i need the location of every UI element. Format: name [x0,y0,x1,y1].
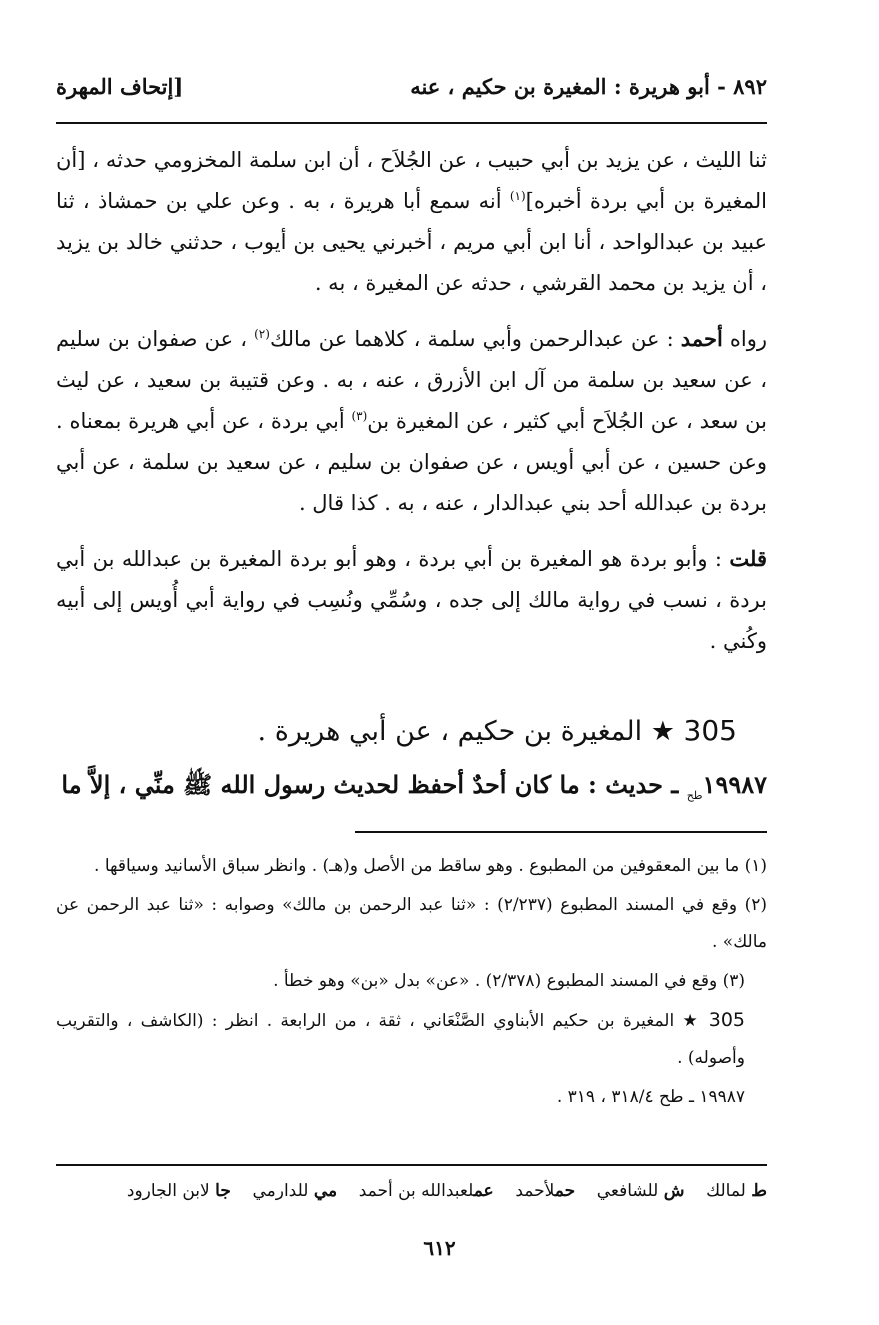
footnotes [56,848,767,1118]
abbreviation-rule [56,1164,767,1166]
footnote-3: (٣) وقع في المسند المطبوع (٢/٣٧٨) . «عن» بدل «بن» وهو خطأ . [273,971,745,991]
star-icon: ★ [682,1011,701,1031]
paragraph-qultu [56,538,767,662]
abbreviation-label: لأحمد [515,1181,555,1201]
source-marker: طح [686,788,703,802]
main-text [56,140,767,676]
abbreviation-item [252,1181,337,1201]
bold-label: قلت [729,546,767,571]
abbreviation-item [359,1181,494,1201]
abbreviation-item [127,1181,231,1201]
abbreviation-label: للشافعي [596,1181,664,1201]
hadith-text: ـ حديث : ما كان أحدٌ أحفظ لحديث رسول الله ﷺ منِّي ، إلاَّ ما [61,770,687,799]
paragraph-text: أبي بردة ، عن أبي هريرة بمعناه . وعن حسين ، عن أبي أويس ، عن صفوان بن سليم ، عن سعيد بن سلمة ، عن أبي بردة بن عبدالله أحد بني عبدالدار ، عنه ، به . كذا قال . [56,409,767,515]
abbreviation-code: ش [663,1181,685,1201]
paragraph-isnad [56,140,767,304]
page-number: ٦١٢ [423,1236,456,1260]
abbreviation-code: حم [554,1181,576,1201]
footnote-narrator [56,1002,767,1077]
narrator-number: 305 [683,714,737,747]
abbreviation-code: ط [751,1181,767,1201]
bold-name: أحمد [680,326,723,351]
paragraph-text: : عن عبدالرحمن وأبي سلمة ، كلاهما عن مالك [269,327,681,351]
footnote-ref: (٣) [351,409,368,423]
abbreviation-label: لعبدالله بن أحمد [358,1181,474,1201]
paragraph-text: أنه سمع أبا هريرة ، به . وعن علي بن حمشاذ ، ثنا عبيد بن عبدالواحد ، أنا ابن أبي مريم ، أخبرني يحيى بن أيوب ، حدثني خالد بن يزيد ، أن يزيد بن محمد القرشي ، حدثه عن المغيرة ، به . [56,189,767,295]
abbreviation-item [515,1181,575,1201]
star-icon: ★ [650,716,675,747]
abbreviation-label: لمالك [706,1181,752,1201]
paragraph-text: رواه [722,327,768,351]
footnote-hadith-source: ١٩٩٨٧ ـ طح ٣١٨/٤ ، ٣١٩ . [556,1087,745,1107]
footnote-rule [355,831,767,833]
footnote-1: (١) ما بين المعقوفين من المطبوع . وهو ساقط من الأصل و(هـ) . وانظر سباق الأسانيد وسياقها . [94,856,767,876]
running-header-book: [إتحاف المهرة [56,74,184,99]
hadith-number: ١٩٩٨٧ [702,770,767,799]
abbreviation-key [56,1181,767,1201]
abbreviation-code: جا [215,1181,231,1201]
paragraph-text: ثنا الليث ، عن يزيد بن أبي حبيب ، عن الجُلاَح ، أن ابن سلمة المخزومي حدثه ، [أن المغيرة بن أبي بردة أخبره] [56,148,767,213]
footnote-2: (٢) وقع في المسند المطبوع (٢/٢٣٧) : «ثنا عبد الرحمن بن مالك» وصوابه : «ثنا عبد الرحمن عن مالك» . [56,895,767,952]
paragraph-text: ، عن صفوان بن سليم ، عن سعيد بن سلمة من آل ابن الأزرق ، عنه ، به . وعن قتيبة بن سعيد ، عن ليث بن سعد ، عن الجُلاَح أبي كثير ، عن المغيرة بن [56,327,767,433]
abbreviation-label: للدارمي [252,1181,314,1201]
footnote-ref: (١) [509,189,526,203]
abbreviation-code: عم [473,1181,494,1201]
narrator-heading [258,714,737,747]
footnote-ref: (٢) [254,327,270,341]
running-header-title: ٨٩٢ - أبو هريرة : المغيرة بن حكيم ، عنه [410,74,767,99]
paragraph-text: : وأبو بردة هو المغيرة بن أبي بردة ، وهو أبو بردة المغيرة بن عبدالله بن أبي بردة ، نسب في رواية مالك إلى جده ، وسُمِّي ونُسِب في رواية أبي أُويس إلى أبيه وكُني . [56,547,767,653]
abbreviation-code: مي [313,1181,338,1201]
abbreviation-label: لابن الجارود [126,1181,216,1201]
abbreviation-item [597,1181,685,1201]
footnote-narrator-text: المغيرة بن حكيم الأبناوي الصَّنْعَاني ، ثقة ، من الرابعة . انظر : (الكاشف ، والتقريب وأصوله) . [56,1011,745,1068]
narrator-heading-text: المغيرة بن حكيم ، عن أبي هريرة . [257,716,643,747]
paragraph-ahmad [56,318,767,524]
narrator-number: 305 [708,1009,745,1031]
header-rule [56,122,767,124]
hadith-line [56,770,767,805]
abbreviation-item [706,1181,767,1201]
